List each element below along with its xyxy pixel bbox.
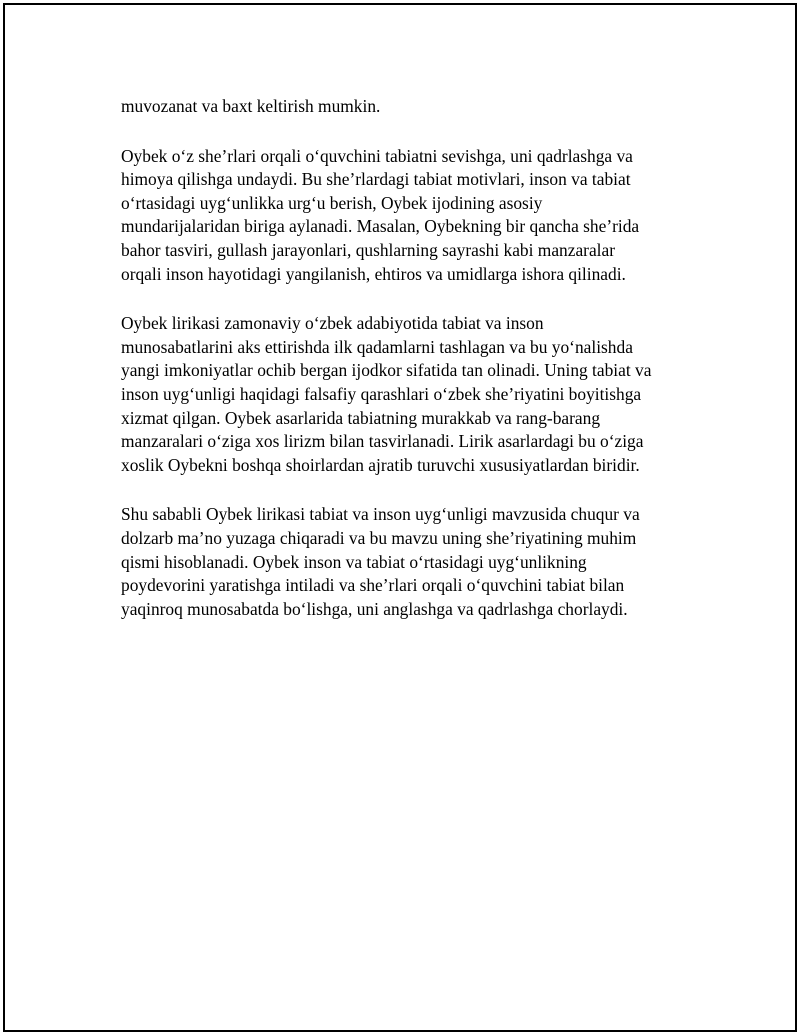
text-line: munosabatlarini aks ettirishda ilk qadamlarni tashlagan va bu yo‘nalishda [121,336,633,357]
text-line: orqali inson hayotidagi yangilanish, ehtiros va umidlarga ishora qilinadi. [121,263,626,284]
text-line: xizmat qilgan. Oybek asarlarida tabiatning murakkab va rang-barang [121,407,601,428]
text-line: dolzarb ma’no yuzaga chiqaradi va bu mavzu uning she’riyatining muhim [121,527,637,548]
paragraph-1 [121,95,691,119]
text-line: yaqinroq munosabatda bo‘lishga, uni anglashga va qadrlashga chorlaydi. [121,598,628,619]
text-line: mundarijalaridan biriga aylanadi. Masalan, Oybekning bir qancha she’rida [121,216,640,237]
document-body [121,95,691,647]
text-line: xoslik Oybekni boshqa shoirlardan ajratib turuvchi xususiyatlardan biridir. [121,454,640,475]
text-line: qismi hisoblanadi. Oybek inson va tabiat o‘rtasidagi uyg‘unlikning [121,551,587,572]
text-line: inson uyg‘unligi haqidagi falsafiy qarashlari o‘zbek she’riyatini boyitishga [121,383,642,404]
text-line: poydevorini yaratishga intiladi va she’rlari orqali o‘quvchini tabiat bilan [121,575,625,596]
paragraph-4 [121,503,691,621]
text-line: Shu sababli Oybek lirikasi tabiat va inson uyg‘unligi mavzusida chuqur va [121,504,640,525]
text-line: manzaralari o‘ziga xos lirizm bilan tasvirlanadi. Lirik asarlardagi bu o‘ziga [121,431,644,452]
paragraph-2 [121,145,691,287]
text-line: bahor tasviri, gullash jarayonlari, qushlarning sayrashi kabi manzaralar [121,239,616,260]
text-line: yangi imkoniyatlar ochib bergan ijodkor sifatida tan olinadi. Uning tabiat va [121,360,652,381]
text-line: Oybek o‘z she’rlari orqali o‘quvchini tabiatni sevishga, uni qadrlashga va [121,145,633,166]
text-line: himoya qilishga undaydi. Bu she’rlardagi tabiat motivlari, inson va tabiat [121,169,631,190]
text-line: o‘rtasidagi uyg‘unlikka urg‘u berish, Oybek ijodining asosiy [121,192,543,213]
text-line: Oybek lirikasi zamonaviy o‘zbek adabiyotida tabiat va inson [121,313,544,334]
paragraph-3 [121,312,691,477]
text-line: muvozanat va baxt keltirish mumkin. [121,96,381,116]
document-page [3,3,797,1032]
